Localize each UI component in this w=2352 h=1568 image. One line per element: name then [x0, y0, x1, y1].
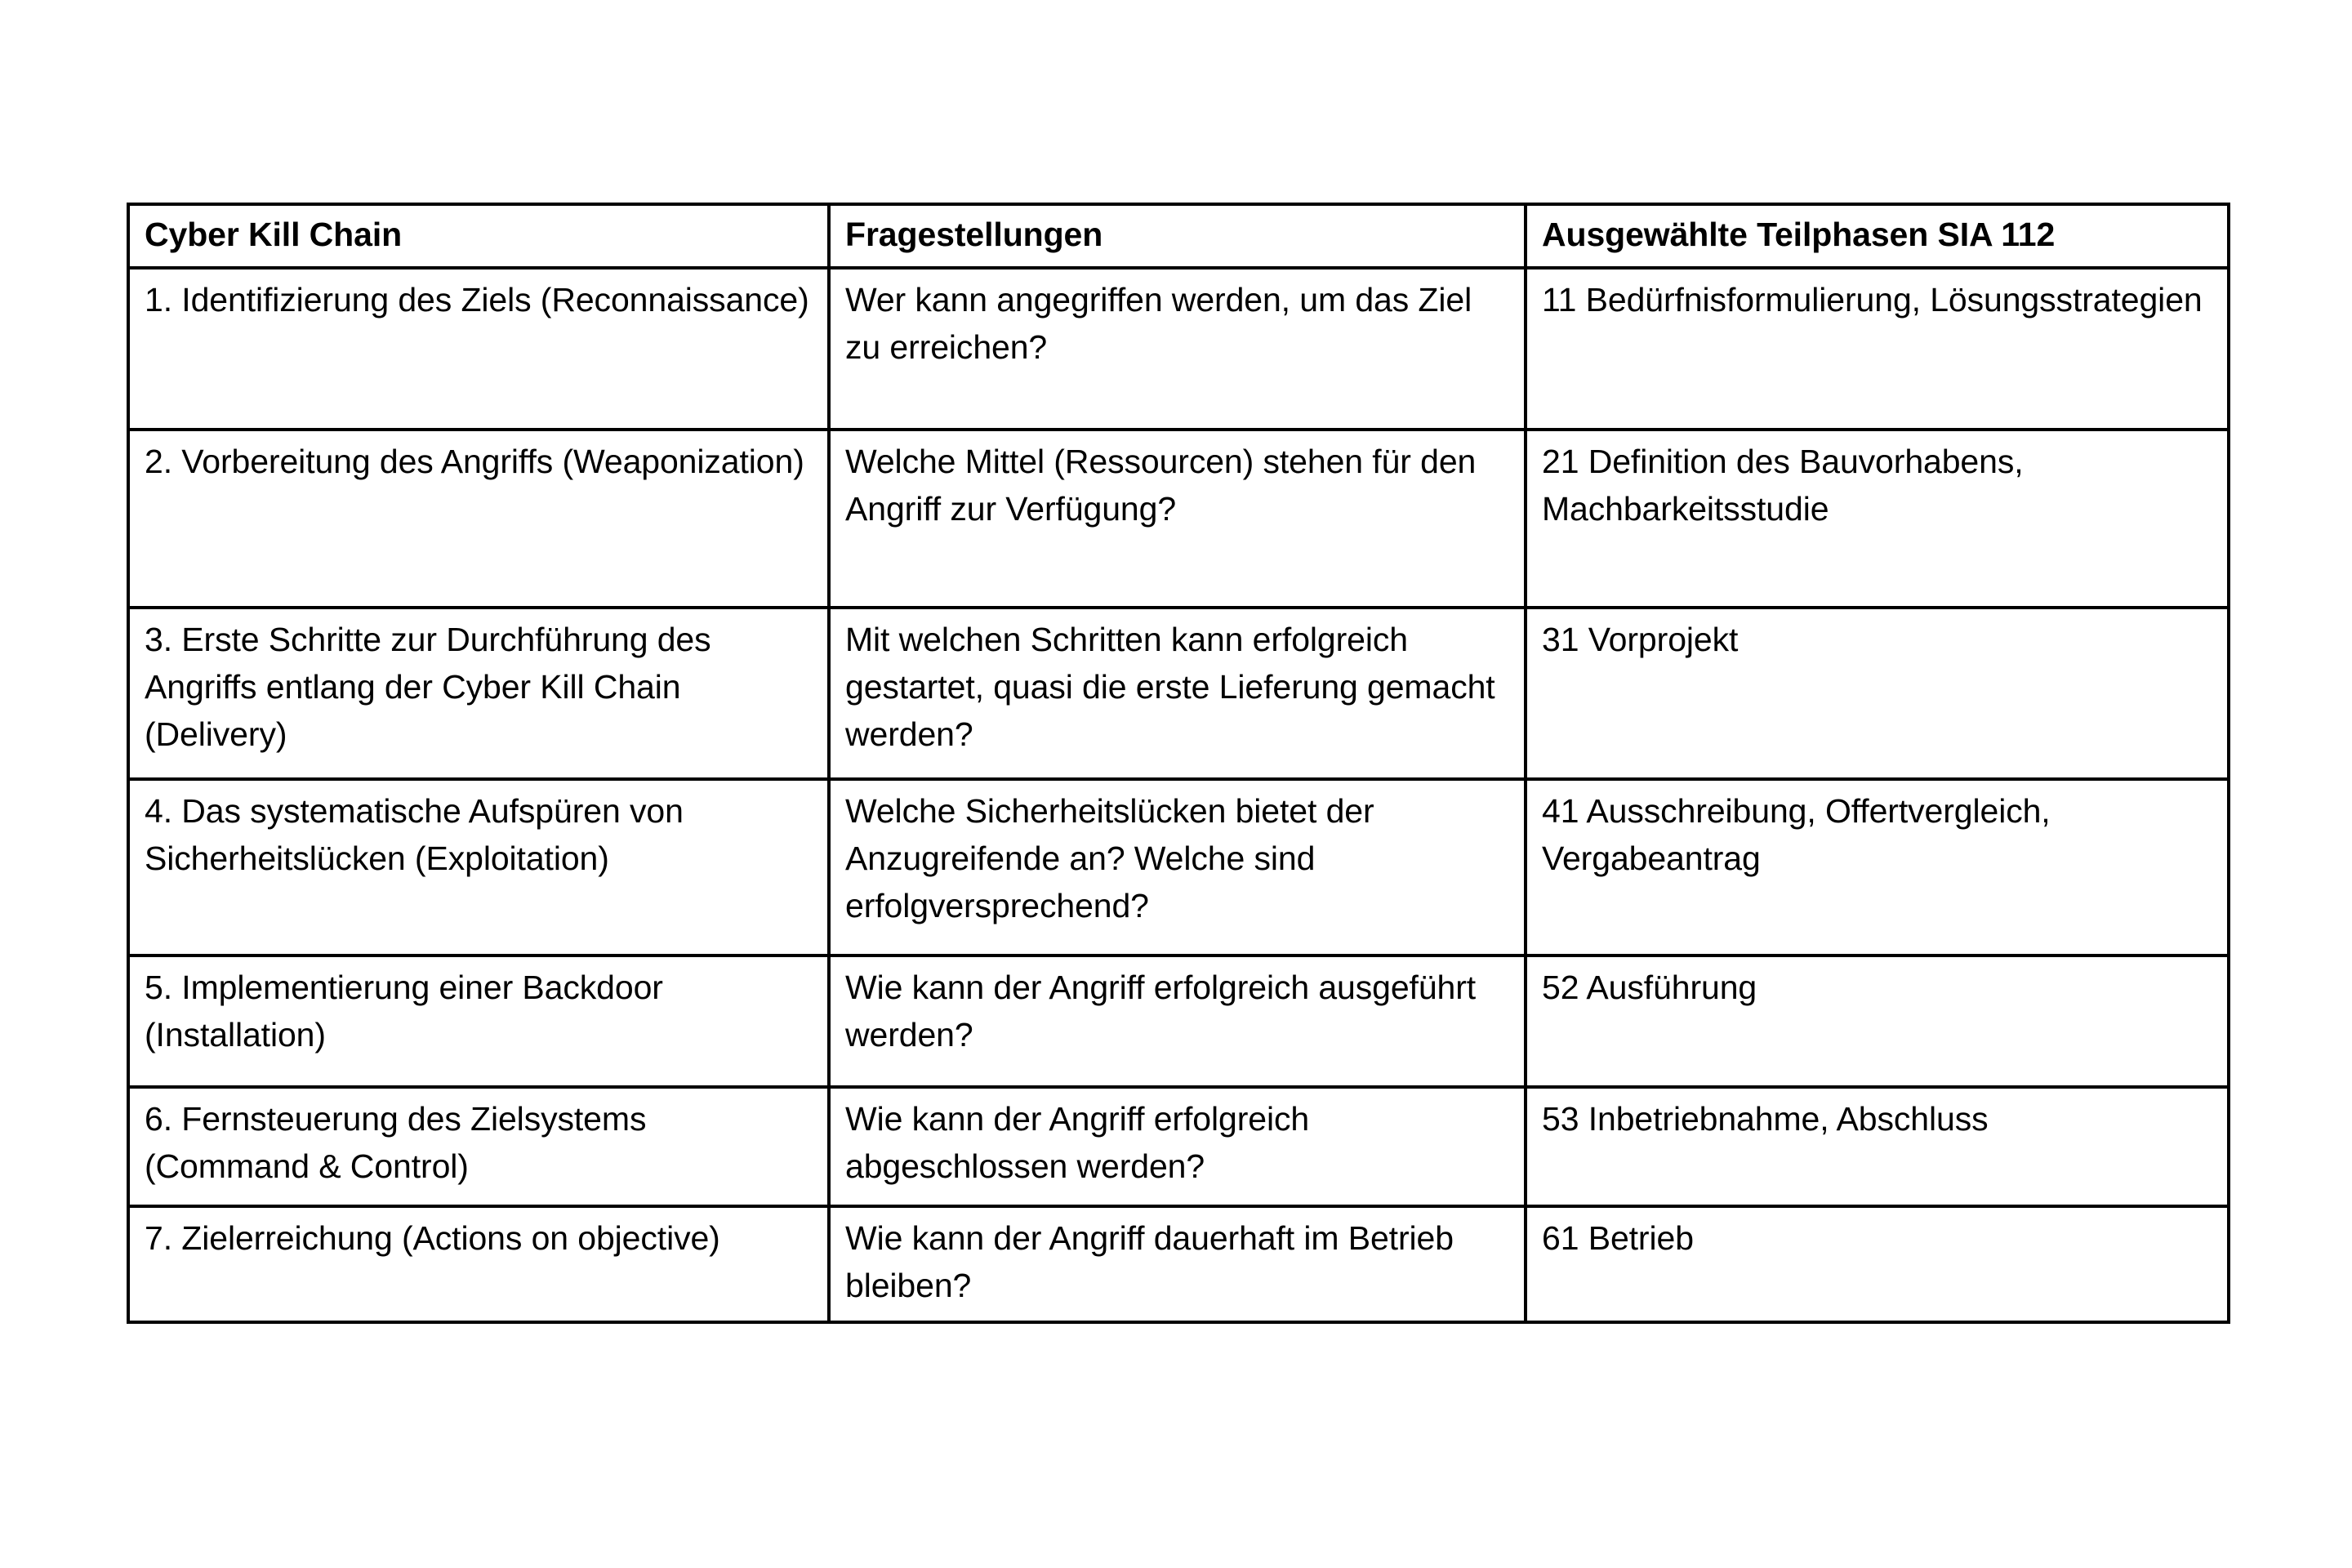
cell-questions-text: Wer kann angegriffen werden, um das Ziel zu erreichen? [845, 281, 1472, 367]
cell-sia-text: 21 Definition des Bauvorhabens, Machbarkeitsstudie [1542, 443, 2024, 528]
table-header [128, 204, 2229, 268]
cell-questions-text: Mit welchen Schritten kann erfolgreich gestartet, quasi die erste Lieferung gemacht werden? [845, 621, 1495, 754]
cell-questions [829, 1087, 1526, 1206]
column-header-phase-label: Cyber Kill Chain [145, 216, 403, 253]
table-row [128, 1087, 2229, 1206]
table-row [128, 608, 2229, 779]
cell-phase-text: 3. Erste Schritte zur Durchführung des Angriffs entlang der Cyber Kill Chain (Delivery) [145, 621, 711, 754]
cell-sia [1526, 608, 2229, 779]
cell-sia-text: 11 Bedürfnisformulierung, Lösungsstrategien [1542, 281, 2203, 318]
cell-phase [128, 430, 829, 608]
table-row [128, 268, 2229, 430]
table-container [127, 203, 2227, 1324]
cell-sia [1526, 268, 2229, 430]
cell-phase [128, 608, 829, 779]
cell-phase [128, 1087, 829, 1206]
cell-sia-text: 31 Vorprojekt [1542, 621, 1739, 658]
cell-sia-text: 61 Betrieb [1542, 1219, 1694, 1257]
cell-questions [829, 1206, 1526, 1322]
cell-phase [128, 1206, 829, 1322]
cell-questions [829, 779, 1526, 956]
cell-phase-text: 7. Zielerreichung (Actions on objective) [145, 1219, 720, 1257]
cell-phase [128, 956, 829, 1087]
column-header-questions [829, 204, 1526, 268]
cell-phase-text: 1. Identifizierung des Ziels (Reconnaissance) [145, 281, 809, 318]
cell-questions [829, 608, 1526, 779]
cell-sia [1526, 779, 2229, 956]
cell-questions-text: Wie kann der Angriff erfolgreich abgeschlossen werden? [845, 1100, 1310, 1186]
table-row [128, 779, 2229, 956]
table-body [128, 268, 2229, 1322]
cell-sia [1526, 1206, 2229, 1322]
cell-questions-text: Wie kann der Angriff dauerhaft im Betrieb bleiben? [845, 1219, 1454, 1305]
table-row [128, 430, 2229, 608]
cell-sia [1526, 1087, 2229, 1206]
cell-phase-text: 6. Fernsteuerung des Zielsystems (Command & Control) [145, 1100, 647, 1186]
cell-sia-text: 53 Inbetriebnahme, Abschluss [1542, 1100, 1989, 1138]
column-header-questions-label: Fragestellungen [845, 216, 1103, 253]
table-header-row [128, 204, 2229, 268]
cell-phase-text: 2. Vorbereitung des Angriffs (Weaponization) [145, 443, 804, 480]
cell-questions [829, 956, 1526, 1087]
cell-sia-text: 52 Ausführung [1542, 969, 1757, 1006]
cell-questions-text: Wie kann der Angriff erfolgreich ausgeführt werden? [845, 969, 1477, 1054]
cell-questions-text: Welche Mittel (Ressourcen) stehen für den Angriff zur Verfügung? [845, 443, 1477, 528]
column-header-phase [128, 204, 829, 268]
cell-questions [829, 268, 1526, 430]
cyber-kill-chain-table [127, 203, 2230, 1324]
cell-phase-text: 4. Das systematische Aufspüren von Sicherheitslücken (Exploitation) [145, 792, 684, 878]
column-header-sia-label: Ausgewählte Teilphasen SIA 112 [1542, 216, 2056, 253]
cell-sia [1526, 956, 2229, 1087]
column-header-sia [1526, 204, 2229, 268]
cell-questions-text: Welche Sicherheitslücken bietet der Anzugreifende an? Welche sind erfolgversprechend? [845, 792, 1374, 925]
cell-phase-text: 5. Implementierung einer Backdoor (Installation) [145, 969, 663, 1054]
cell-questions [829, 430, 1526, 608]
cell-phase [128, 779, 829, 956]
cell-sia [1526, 430, 2229, 608]
cell-sia-text: 41 Ausschreibung, Offertvergleich, Vergabeantrag [1542, 792, 2051, 878]
table-row [128, 956, 2229, 1087]
cell-phase [128, 268, 829, 430]
table-row [128, 1206, 2229, 1322]
